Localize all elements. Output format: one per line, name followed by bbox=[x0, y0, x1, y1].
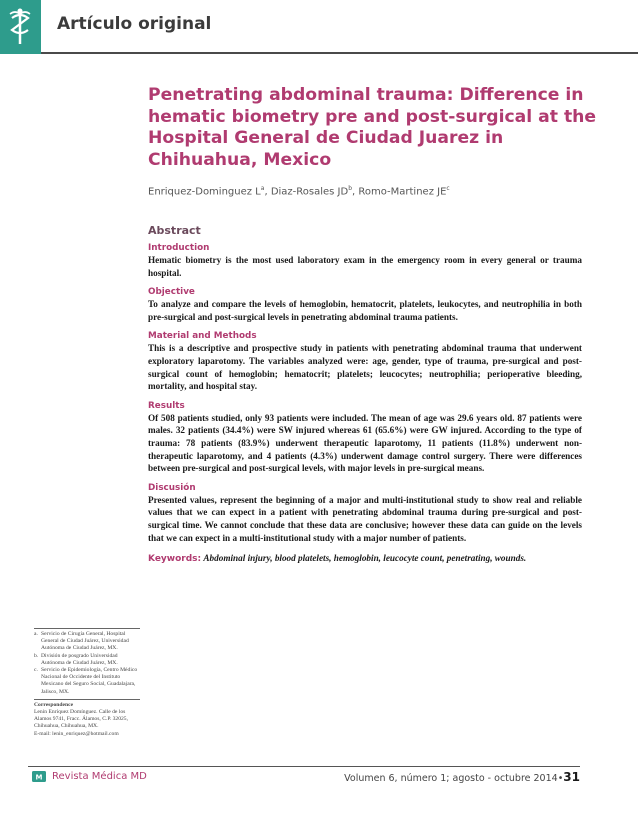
author-affiliation-mark: b bbox=[348, 185, 353, 192]
affiliation-letter: a. bbox=[34, 631, 38, 637]
keywords-text: Abdominal injury, blood platelets, hemoglobin, leucocyte count, penetrating, wounds. bbox=[203, 553, 527, 564]
affiliations bbox=[34, 628, 140, 738]
caduceus-icon bbox=[8, 8, 32, 46]
affiliation-letter: c. bbox=[34, 667, 38, 674]
header-divider bbox=[41, 52, 638, 54]
page-number: 31 bbox=[563, 770, 580, 784]
author-list: Enriquez-Dominguez $L^a$, Diaz-Rosales $JD^b$, Romo-Martinez $JE^c$ bbox=[148, 185, 450, 198]
author-name: Enriquez-Dominguez L bbox=[148, 186, 261, 198]
abstract bbox=[148, 224, 582, 565]
footer-bullet: • bbox=[557, 773, 564, 784]
correspondence-email[interactable]: E-mail: lenin_enriquez@hotmail.com bbox=[34, 730, 119, 737]
introduction-heading: Introduction bbox=[148, 243, 210, 253]
section-label: Artículo original bbox=[57, 14, 212, 34]
correspondence-heading: Correspondence bbox=[34, 699, 140, 709]
section-tab bbox=[0, 0, 41, 54]
author-name: Diaz-Rosales JD bbox=[270, 186, 349, 198]
affiliation-text: Servicio de Epidemiología, Centro Médico Nacional de Occidente del Instituto Mexicano del Seguro Social, Guadalajara, Jalisco, MX. bbox=[41, 667, 138, 695]
results-text: Of 508 patients studied, only 93 patients were included. The mean of age was 29.6 years old. 87 patients were males. 32 patients (34.4%) were SW injured whereas 61 (65.6%) were GW injured. According to the type of trauma: 78 patients (83.9%) underwent therapeutic laparotomy, 11 patients (11.8%) underwent non-therapeutic laparotomy, and 4 patients (4.3%) underwent damage control surgery. There were differences between pre-surgical and post-surgical levels, with major levels in pre-surgical means. bbox=[148, 412, 582, 474]
affiliation-text: Servicio de Cirugía General, Hospital General de Ciudad Juárez, Universidad Autónoma de Ciudad Juárez, MX. bbox=[41, 631, 129, 652]
correspondence-text: Lenin Enríquez Domínguez. Calle de los Alamos 9741, Fracc. Álamos, C.P. 32025, Chihuahua, Chihuahua, MX. bbox=[34, 709, 129, 730]
issue-text: Volumen 6, número 1; agosto - octubre 2014 bbox=[344, 773, 558, 784]
issue-info bbox=[344, 770, 580, 784]
affiliation-text: División de posgrado Universidad Autónoma de Ciudad Juárez, MX. bbox=[41, 652, 118, 666]
journal-logo-icon bbox=[32, 771, 46, 782]
footer-divider bbox=[28, 766, 580, 767]
abstract-heading: Abstract bbox=[148, 224, 201, 237]
author-name: Romo-Martinez JE bbox=[358, 186, 447, 198]
methods-text: This is a descriptive and prospective study in patients with penetrating abdominal trauma that underwent exploratory laparotomy. The variables analyzed were: age, gender, type of trauma, pre-surgical and post-surgical count of hemoglobin; hematocrit; platelets; leucocytes; neutrophilia; perioperative bleeding, mortality, and hospital stay. bbox=[148, 343, 582, 392]
keywords bbox=[148, 552, 582, 565]
affiliation-item bbox=[34, 667, 140, 696]
discussion-text: Presented values, represent the beginning of a major and multi-institutional study to show real and reliable values that we can expect in a patient with penetrating abdominal trauma during pre-surgical and post-surgical time. We cannot conclude that these data are conclusive; however these data can guide on the levels that we can expect in a multi-institutional study with a major number of patients. bbox=[148, 494, 582, 543]
journal-name: Revista Médica MD bbox=[52, 771, 147, 782]
author-affiliation-mark: c bbox=[446, 185, 450, 192]
results-heading: Results bbox=[148, 400, 185, 411]
affiliations-divider bbox=[34, 628, 140, 629]
article-title: Penetrating abdominal trauma: Difference in hematic biometry pre and post-surgical at the Hospital General de Ciudad Juarez in Chihuahua, Mexico bbox=[148, 85, 597, 170]
keywords-label: Keywords: bbox=[148, 554, 202, 565]
discussion-heading: Discusión bbox=[148, 482, 196, 493]
affiliation-item bbox=[34, 631, 140, 653]
objective-text: To analyze and compare the levels of hemoglobin, hematocrit, platelets, leukocytes, and neutrophilia in both pre-surgical and post-surgical levels in penetrating abdominal trauma patients. bbox=[148, 299, 582, 322]
affiliation-item bbox=[34, 653, 140, 667]
svg-text:M: M bbox=[35, 773, 43, 782]
methods-heading: Material and Methods bbox=[148, 331, 257, 342]
affiliation-letter: b. bbox=[34, 652, 39, 659]
author-affiliation-mark: a bbox=[260, 185, 265, 192]
introduction-text: Hematic biometry is the most used laboratory exam in the emergency room in every general or trauma hospital. bbox=[148, 255, 582, 278]
objective-heading: Objective bbox=[148, 287, 195, 298]
